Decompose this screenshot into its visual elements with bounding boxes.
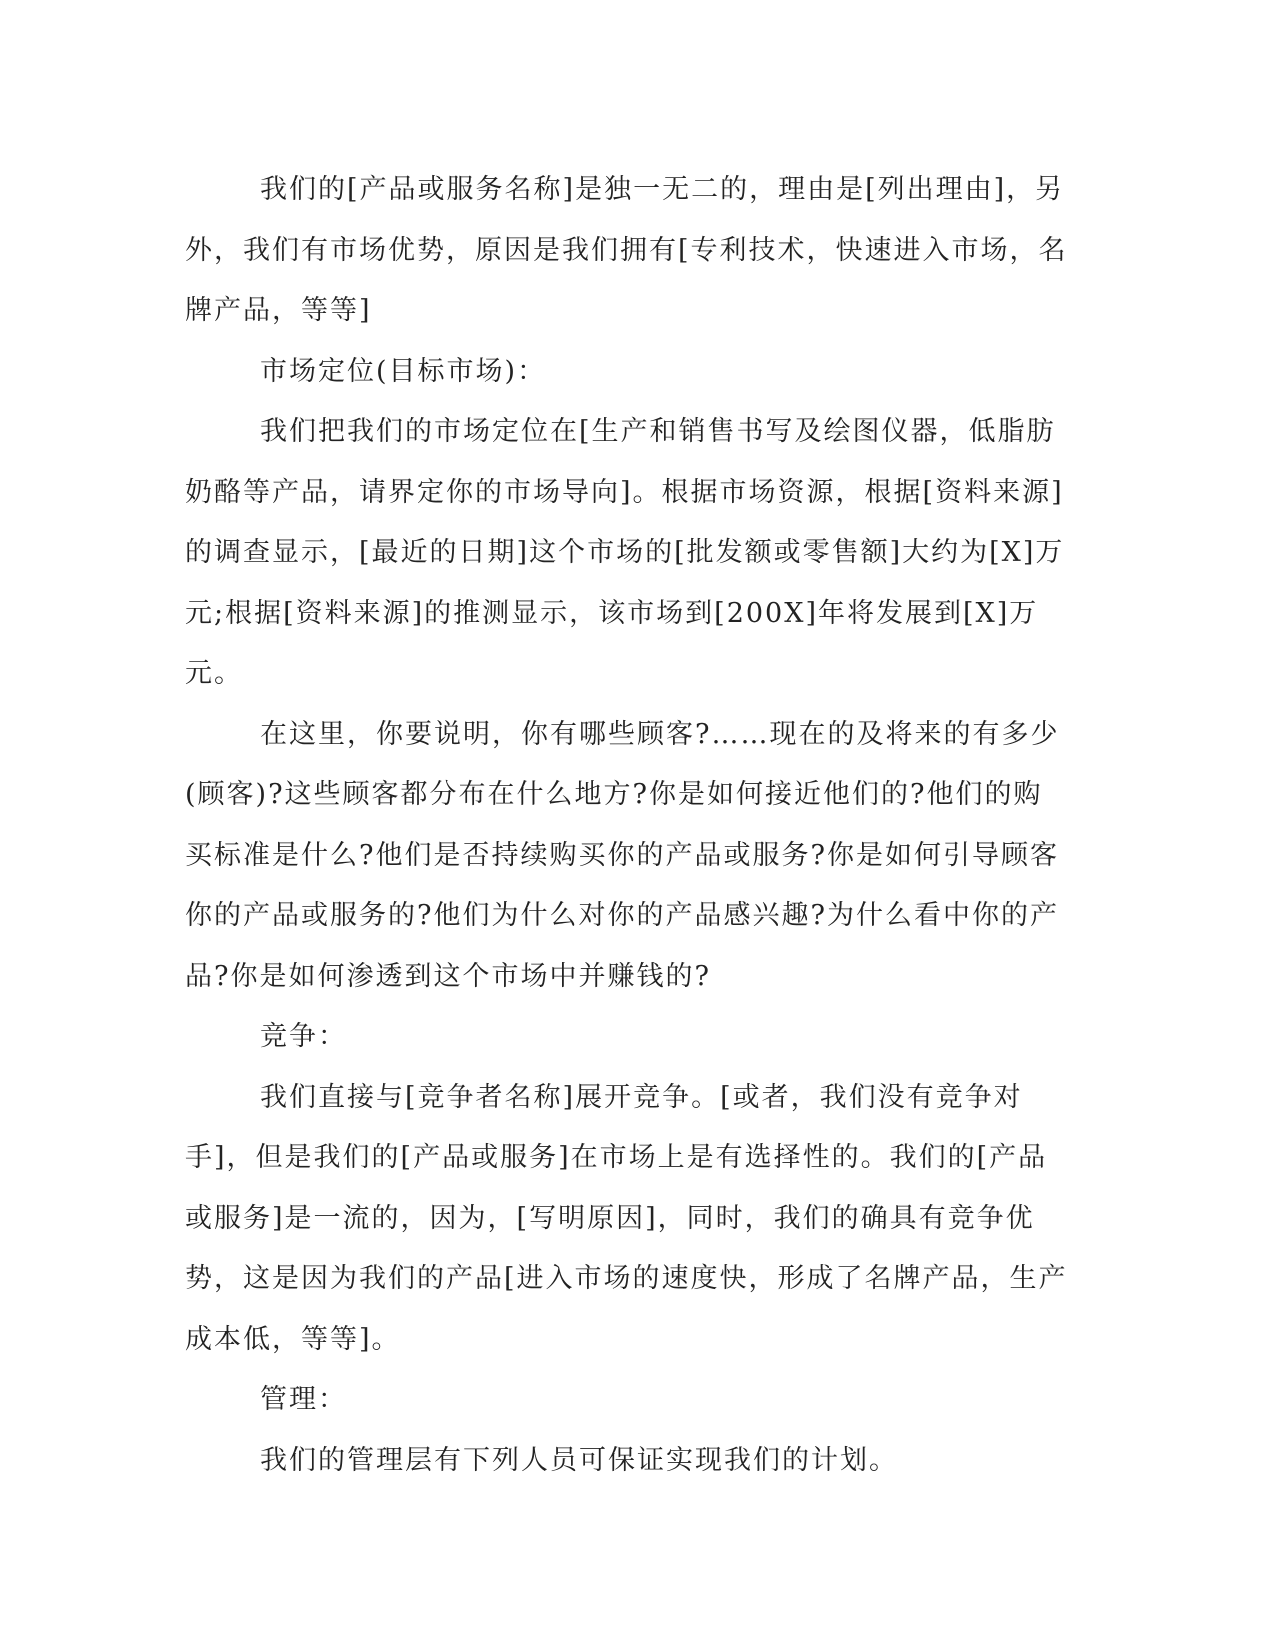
- document-body: [185, 160, 1070, 1491]
- paragraph-market-positioning: 我们把我们的市场定位在[生产和销售书写及绘图仪器，低脂肪奶酪等产品，请界定你的市场导向]。根据市场资源，根据[资料来源]的调查显示，[最近的日期]这个市场的[批发额或零售额]大约为[X]万元;根据[资料来源]的推测显示，该市场到[200X]年将发展到[X]万元。: [185, 416, 1065, 689]
- paragraph-competition: 我们直接与[竞争者名称]展开竞争。[或者，我们没有竞争对手]，但是我们的[产品或服务]在市场上是有选择性的。我们的[产品或服务]是一流的，因为，[写明原因]，同时，我们的确具有竞争优势，这是因为我们的产品[进入市场的速度快，形成了名牌产品，生产成本低，等等]。: [185, 1081, 1068, 1355]
- heading-market-positioning: 市场定位(目标市场)：: [260, 355, 547, 387]
- heading-management: 管理：: [260, 1384, 347, 1415]
- heading-competition: 竞争：: [260, 1021, 347, 1052]
- paragraph-management: 我们的管理层有下列人员可保证实现我们的计划。: [260, 1444, 898, 1476]
- paragraph-customers: 在这里，你要说明，你有哪些顾客?……现在的及将来的有多少(顾客)?这些顾客都分布在什么地方?你是如何接近他们的?他们的购买标准是什么?他们是否持续购买你的产品或服务?你是如何引导顾客你的产品或服务的?他们为什么对你的产品感兴趣?为什么看中你的产品?你是如何渗透到这个市场中并赚钱的?: [185, 718, 1060, 992]
- paragraph-product-uniqueness: 我们的[产品或服务名称]是独一无二的，理由是[列出理由]，另外，我们有市场优势，原因是我们拥有[专利技术，快速进入市场，名牌产品，等等]: [185, 174, 1068, 326]
